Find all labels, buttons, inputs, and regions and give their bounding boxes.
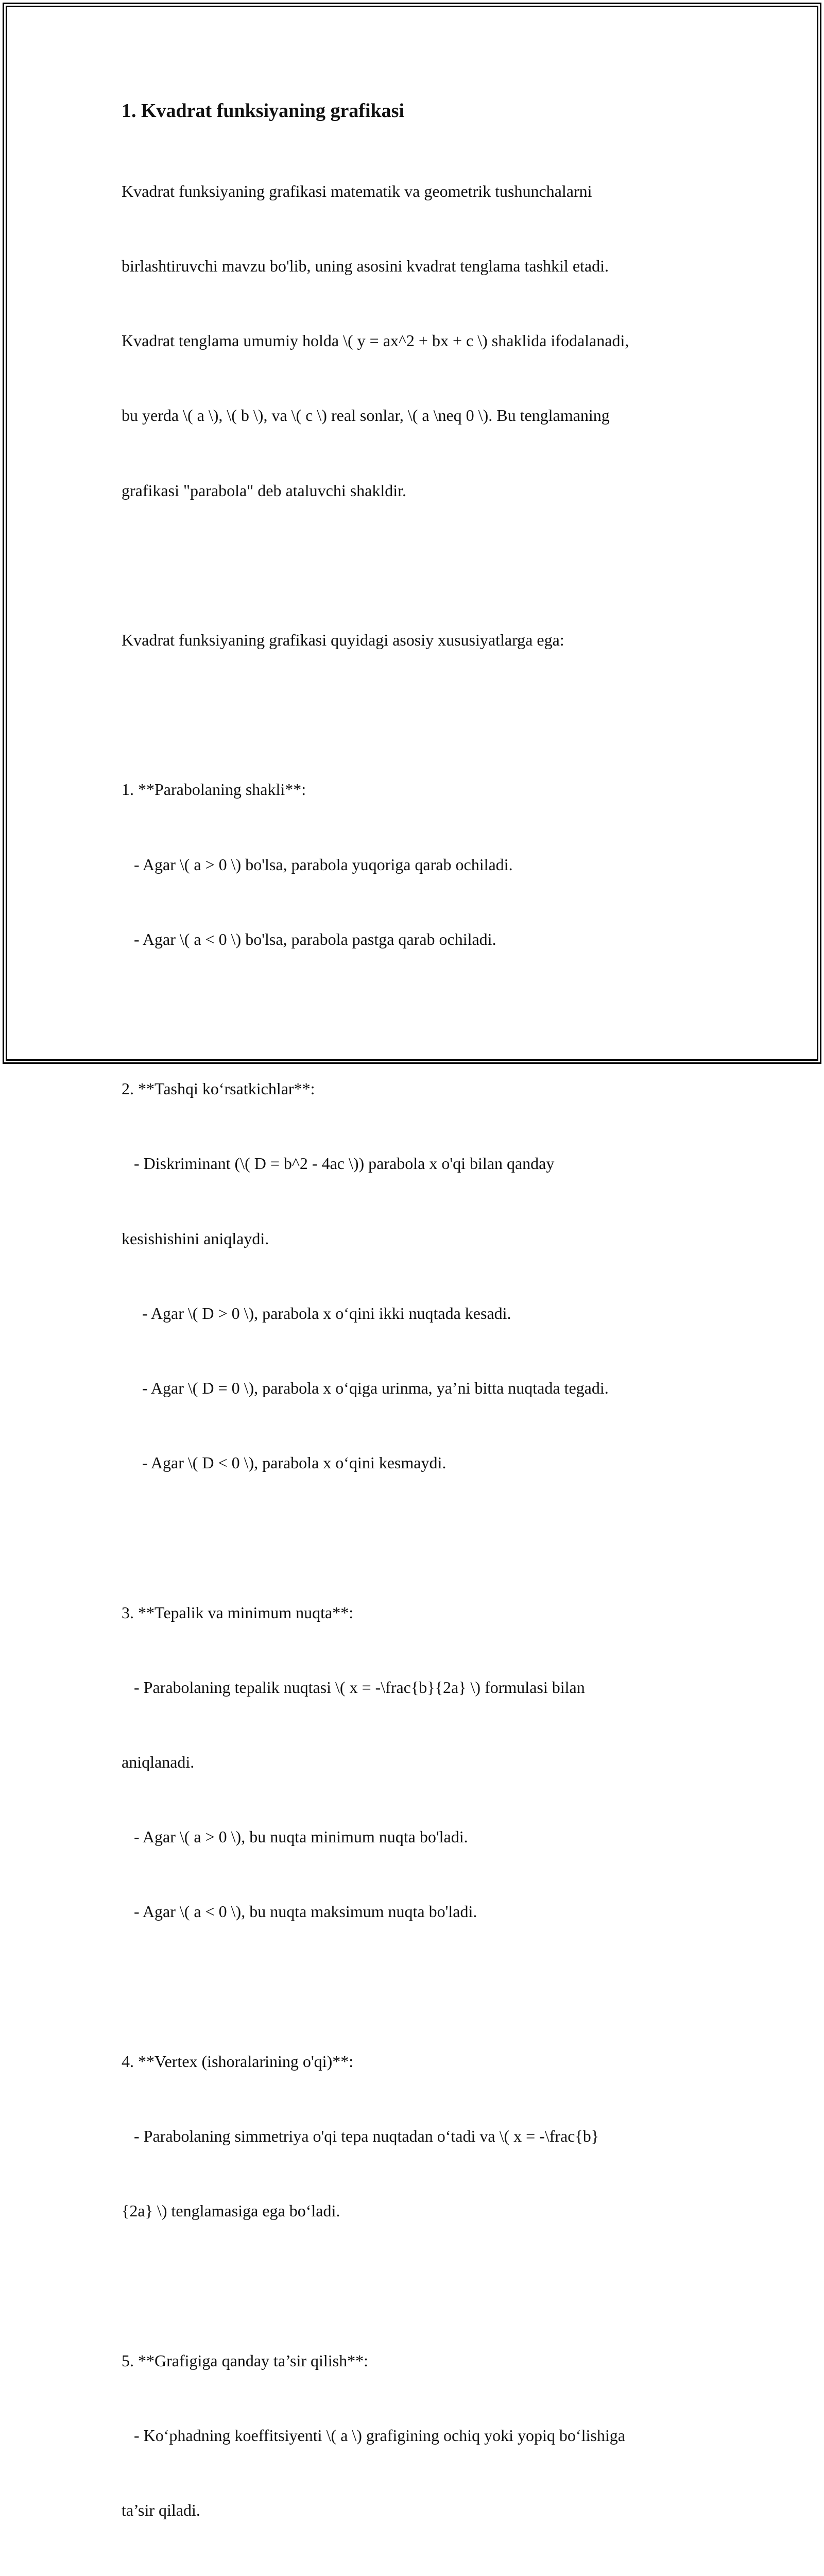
document-body — [122, 129, 729, 2576]
list-item-heading: 5. **Grafigiga qanday ta’sir qilish**: — [122, 2351, 369, 2370]
blank-line — [122, 1525, 729, 1550]
text-line: {2a} \) tenglamasiga ega bo‘ladi. — [122, 2201, 340, 2221]
list-sub-item: - Agar \( a > 0 \) bo'lsa, parabola yuqoriga qarab ochiladi. — [122, 855, 513, 874]
list-sub-item — [122, 2572, 729, 2576]
text-line: grafikasi "parabola" deb ataluvchi shakldir. — [122, 481, 407, 500]
text-line: ta’sir qiladi. — [122, 2501, 200, 2520]
list-item-heading: 3. **Tepalik va minimum nuqta**: — [122, 1603, 354, 1622]
list-sub-item: - Agar \( D < 0 \), parabola x o‘qini kesmaydi. — [122, 1453, 447, 1472]
text-line: Kvadrat funksiyaning grafikasi quyidagi asosiy xususiyatlarga ega: — [122, 631, 564, 650]
document-content — [122, 93, 729, 2576]
list-item-heading: 4. **Vertex (ishoralarining o'qi)**: — [122, 2052, 354, 2071]
text-line: aniqlanadi. — [122, 1753, 195, 1772]
document-title: 1. Kvadrat funksiyaning grafikasi — [122, 100, 404, 122]
list-sub-item: - Agar \( D = 0 \), parabola x o‘qiga urinma, ya’ni bitta nuqtada tegadi. — [122, 1379, 609, 1398]
text-line: Kvadrat tenglama umumiy holda \( y = ax^2 + bx + c \) shaklida ifodalanadi, — [122, 331, 629, 350]
list-sub-item: - Agar \( a < 0 \) bo'lsa, parabola pastga qarab ochiladi. — [122, 929, 496, 948]
list-item-heading: 1. **Parabolaning shakli**: — [122, 780, 306, 799]
list-item-heading: 2. **Tashqi ko‘rsatkichlar**: — [122, 1079, 315, 1098]
blank-line — [122, 1002, 729, 1026]
list-sub-item: - Parabolaning tepalik nuqtasi \( x = -\frac{b}{2a} \) formulasi bilan — [122, 1677, 585, 1697]
text-line: birlashtiruvchi mavzu bo'lib, uning asosini kvadrat tenglama tashkil etadi. — [122, 257, 609, 276]
list-sub-item: - Ko‘phadning koeffitsiyenti \( a \) grafigining ochiq yoki yopiq bo‘lishiga — [122, 2426, 625, 2445]
blank-line — [122, 553, 729, 578]
list-sub-item: - Agar \( a < 0 \), bu nuqta maksimum nuqta bo'ladi. — [122, 1902, 477, 1921]
text-line: bu yerda \( a \), \( b \), va \( c \) real sonlar, \( a \neq 0 \). Bu tenglamaning — [122, 406, 610, 425]
list-sub-item: - Parabolaning simmetriya o'qi tepa nuqtadan o‘tadi va \( x = -\frac{b} — [122, 2127, 599, 2146]
blank-line — [122, 2274, 729, 2298]
list-sub-item: - Agar \( D > 0 \), parabola x o‘qini ikki nuqtada kesadi. — [122, 1303, 511, 1323]
blank-line — [122, 1974, 729, 1999]
text-line: kesishishini aniqlaydi. — [122, 1229, 269, 1248]
text-line: Kvadrat funksiyaning grafikasi matematik va geometrik tushunchalarni — [122, 181, 592, 200]
blank-line — [122, 702, 729, 727]
list-sub-item: - Diskriminant (\( D = b^2 - 4ac \)) parabola x o'qi bilan qanday — [122, 1154, 555, 1173]
list-sub-item: - Agar \( a > 0 \), bu nuqta minimum nuqta bo'ladi. — [122, 1827, 468, 1846]
